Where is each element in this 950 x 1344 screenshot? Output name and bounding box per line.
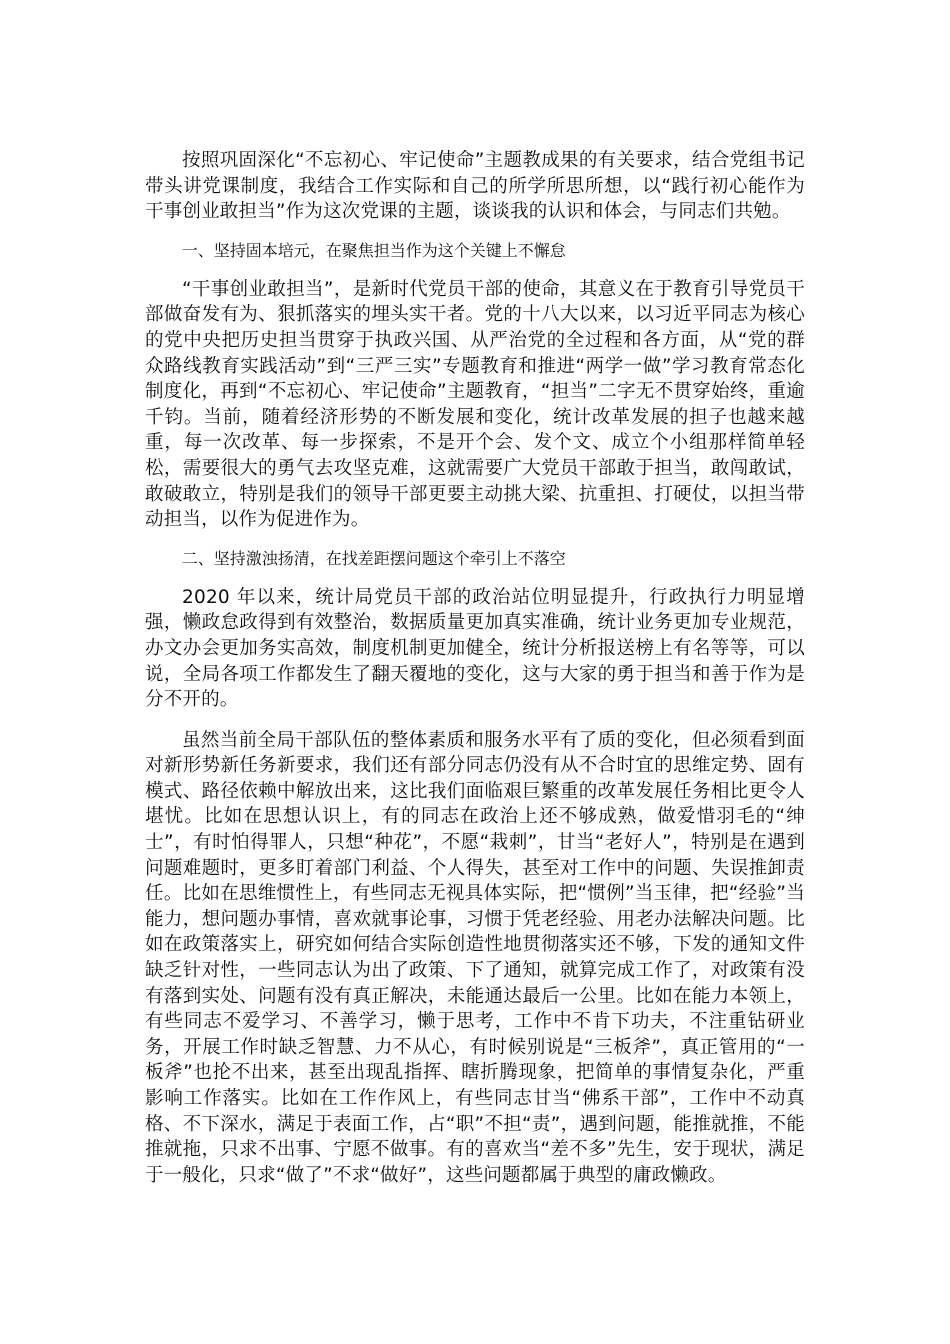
section-heading-1: 一、坚持固本培元，在聚焦担当作为这个关键上不懈怠: [181, 240, 566, 260]
paragraph-section-2b: 虽然当前全局干部队伍的整体素质和服务水平有了质的变化，但必须看到面对新形势新任务新要求，我们还有部分同志仍没有从不合时宜的思维定势、固有模式、路径依赖中解放出来，这比我们面临艰巨繁重的改革发展任务相比更令人堪忧。比如在思想认识上，有的同志在政治上还不够成熟，做爱惜羽毛的“绅士”，有时怕得罪人，只想“种花”，不愿“栽刺”，甘当“老好人”，特别是在遇到问题难题时，更多盯着部门利益、个人得失，甚至对工作中的问题、失误推卸责任。比如在思维惯性上，有些同志无视具体实际，把“惯例”当玉律，把“经验”当能力，想问题办事情，喜欢就事论事，习惯于凭老经验、用老办法解决问题。比如在政策落实上，研究如何结合实际创造性地贯彻落实还不够，下发的通知文件缺乏针对性，一些同志认为出了政策、下了通知，就算完成工作了，对政策有没有落到实处、问题有没有真正解决，未能通达最后一公里。比如在能力本领上，有些同志不爱学习、不善学习，懒于思考，工作中不肯下功夫，不注重钻研业务，开展工作时缺乏智慧、力不从心，有时候别说是“三板斧”，真正管用的“一板斧”也抡不出来，甚至出现乱指挥、瞎折腾现象，把简单的事情复杂化，严重影响工作落实。比如在工作作风上，有些同志甘当“佛系干部”，工作中不动真格、不下深水，满足于表面工作，占“职”不担“责”，遇到问题，能推就推，不能推就拖，只求不出事、宁愿不做事。有的喜欢当“差不多”先生，安于现状，满足于一般化，只求“做了”不求“做好”，这些问题都属于典型的庸政懒政。: [145, 729, 805, 1186]
document-body: [145, 148, 805, 1203]
section-heading-2: 二、坚持激浊扬清，在找差距摆问题这个牵引上不落空: [181, 548, 566, 568]
paragraph-section-2a: 2020 年以来，统计局党员干部的政治站位明显提升，行政执行力明显增强，懒政怠政得到有效整治，数据质量更加真实准确，统计业务更加专业规范，办文办会更加务实高效，制度机制更加健全，统计分析报送榜上有名等等，可以说，全局各项工作都发生了翻天覆地的变化，这与大家的勇于担当和善于作为是分不开的。: [145, 586, 805, 711]
paragraph-intro: 按照巩固深化“不忘初心、牢记使命”主题教成果的有关要求，结合党组书记带头讲党课制度，我结合工作实际和自己的所学所思所想，以“践行初心能作为 干事创业敢担当”作为这次党课的主题，谈谈我的认识和体会，与同志们共勉。: [145, 150, 805, 223]
paragraph-section-1: “干事创业敢担当”，是新时代党员干部的使命，其意义在于教育引导党员干部做奋发有为、狠抓落实的埋头实干者。党的十八大以来，以习近平同志为核心的党中央把历史担当贯穿于执政兴国、从严治党的全过程和各方面，从“党的群众路线教育实践活动”到“三严三实”专题教育和推进“两学一做”学习教育常态化制度化，再到“不忘初心、牢记使命”主题教育，“担当”二字无不贯穿始终，重逾千钧。当前，随着经济形势的不断发展和变化，统计改革发展的担子也越来越重，每一次改革、每一步探索，不是开个会、发个文、成立个小组那样简单轻松，需要很大的勇气去攻坚克难，这就需要广大党员干部敢于担当，敢闯敢试，敢破敢立，特别是我们的领导干部更要主动挑大梁、抗重担、打硬仗，以担当带动担当，以作为促进作为。: [145, 278, 805, 531]
